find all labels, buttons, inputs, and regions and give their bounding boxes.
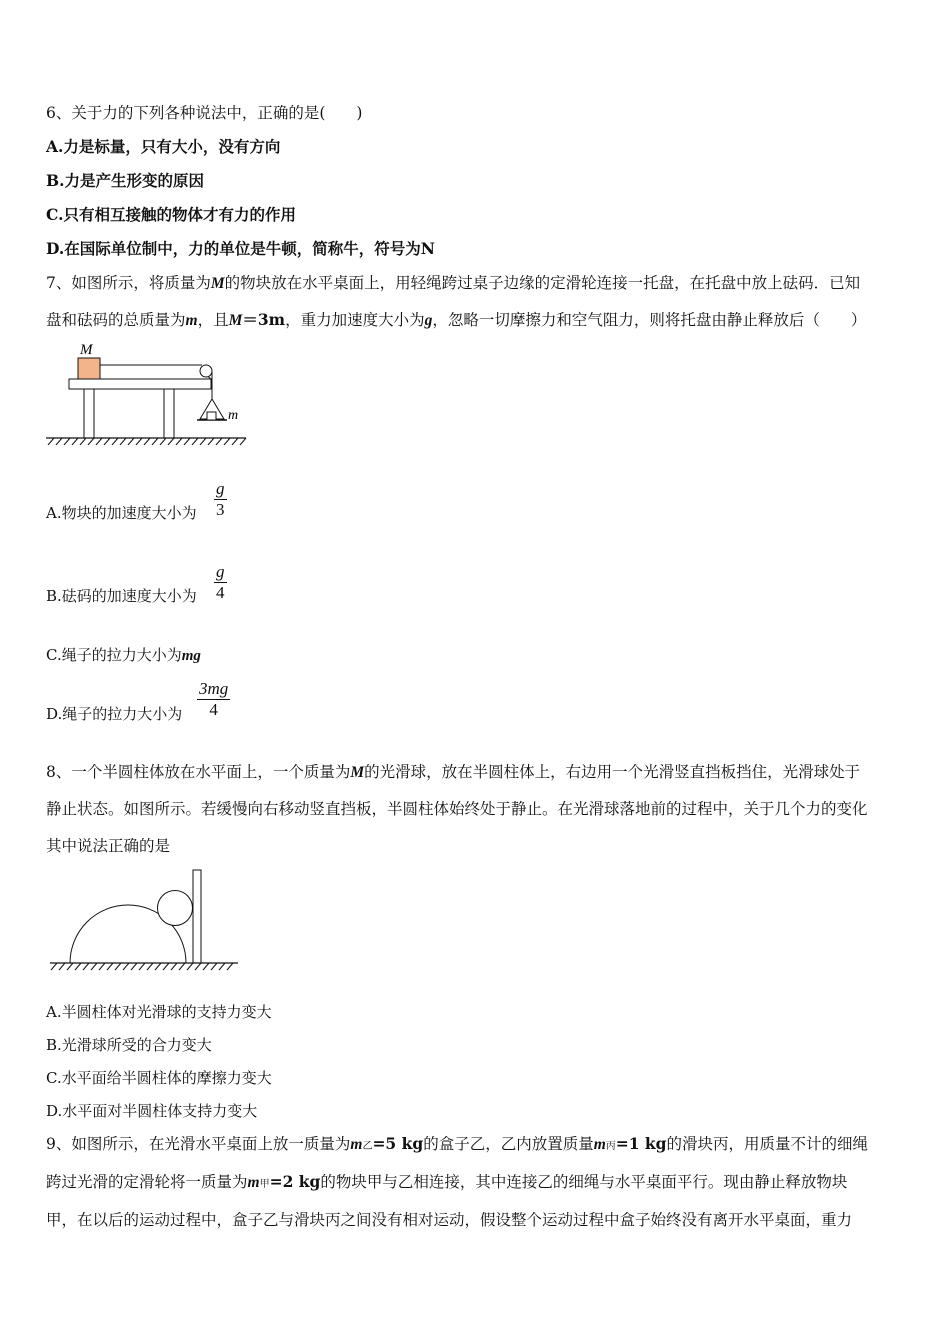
q7-option-a: A.物块的加速度大小为 [46, 504, 197, 522]
q7-option-d: D.绳子的拉力大小为 [46, 705, 183, 723]
q7-option-b: B.砝码的加速度大小为 [46, 587, 197, 605]
q7-option-b-fraction: $\frac{g}{4}$ [216, 562, 225, 602]
q8-option-b: B.光滑球所受的合力变大 [46, 1036, 212, 1054]
q6-option-c: C.只有相互接触的物体才有力的作用 [46, 205, 296, 224]
pulley [200, 365, 212, 377]
q8-stem-line2: 静止状态。如图所示。若缓慢向右移动竖直挡板，半圆柱体始终处于静止。在光滑球落地前的过程中，关于几个力的变化 [46, 800, 868, 818]
q8-stem-line1: 8、一个半圆柱体放在水平面上，一个质量为M的光滑球，放在半圆柱体上，右边用一个光滑竖直挡板挡住，光滑球处于 [46, 763, 861, 781]
ground-hatch [51, 963, 233, 970]
q7-option-c: C.绳子的拉力大小为mg [46, 646, 201, 664]
q8-option-a: A.半圆柱体对光滑球的支持力变大 [46, 1003, 272, 1021]
q6-option-b: B.力是产生形变的原因 [46, 171, 204, 190]
q9-stem-line1: 9、如图所示，在光滑水平桌面上放一质量为m乙=5 kg的盒子乙，乙内放置质量m丙=1 kg的滑块丙，用质量不计的细绳 [46, 1134, 869, 1153]
q7-stem-line2: 盘和砝码的总质量为m，且M＝3m，重力加速度大小为g，忽略一切摩擦力和空气阻力，则将托盘由静止释放后（ ） [46, 310, 867, 329]
q6-option-a: A.力是标量，只有大小，没有方向 [46, 137, 281, 156]
q7-stem-line1: 7、如图所示，将质量为M的物块放在水平桌面上，用轻绳跨过桌子边缘的定滑轮连接一托盘，在托盘中放上砝码．已知 [46, 274, 861, 292]
q8-option-c: C.水平面给半圆柱体的摩擦力变大 [46, 1069, 272, 1087]
q8-half-cylinder-figure [48, 866, 240, 976]
ground-hatch [48, 438, 246, 445]
q9-stem-line2: 跨过光滑的定滑轮将一质量为m甲=2 kg的物块甲与乙相连接，其中连接乙的细绳与水平桌面平行。现由静止释放物块 [46, 1172, 848, 1191]
q7-fig-label-M: M [80, 342, 93, 358]
q6-option-d: D.在国际单位制中，力的单位是牛顿，简称牛，符号为N [46, 239, 435, 258]
smooth-ball [158, 891, 193, 926]
q6-stem: 6、关于力的下列各种说法中，正确的是( ) [46, 104, 363, 122]
weight [207, 412, 216, 420]
q7-option-d-fraction: $\frac{3mg}{4}$ [199, 679, 229, 719]
table-top [69, 379, 211, 389]
q8-option-d: D.水平面对半圆柱体支持力变大 [46, 1102, 258, 1120]
block-M [78, 358, 100, 379]
table-leg-right [164, 389, 174, 438]
q7-fig-label-m: m [228, 408, 239, 423]
q9-stem-line3: 甲，在以后的运动过程中，盒子乙与滑块丙之间没有相对运动，假设整个运动过程中盒子始终没有离开水平桌面，重力 [46, 1211, 853, 1229]
table-leg-left [84, 389, 94, 438]
q7-table-pulley-figure [44, 340, 249, 452]
vertical-board [193, 870, 201, 963]
q7-option-a-fraction: $\frac{g}{3}$ [216, 479, 225, 519]
q8-stem-line3: 其中说法正确的是 [46, 837, 171, 855]
